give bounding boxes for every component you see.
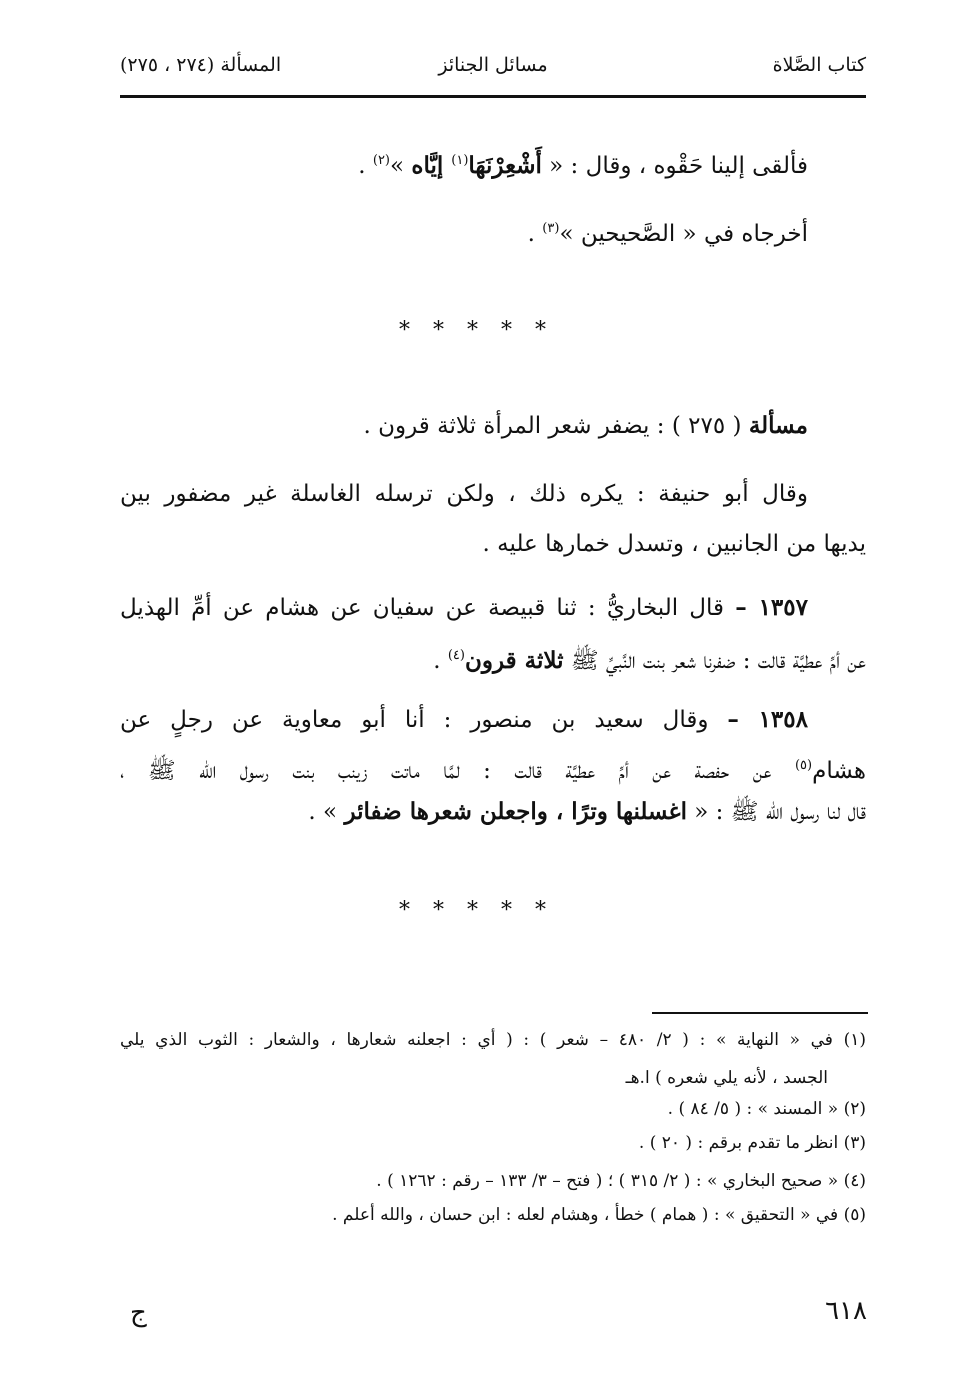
header-book-title: كتاب الصَّلاة: [772, 54, 866, 76]
issue-heading: مسألة ( ٢٧٥ ) : يضفر شعر المرأة ثلاثة قرون .: [363, 412, 808, 439]
running-header: [120, 50, 866, 90]
section-separator: * * * * *: [399, 318, 554, 343]
text-line: يديها من الجانبين ، وتسدل خمارها عليه .: [482, 531, 866, 557]
page-number: ٦١٨: [825, 1296, 867, 1326]
footnote-ref: (٣): [542, 221, 560, 236]
footnote-ref: (٥): [794, 758, 813, 773]
footnote-2: (٢) « المسند » : ( ٥/ ٨٤ ) .: [667, 1099, 866, 1119]
signature-mark: ج: [130, 1298, 147, 1328]
text-line: أخرجاه في « الصَّحيحين »$^{(٣)}$ .: [527, 221, 808, 247]
hadith-1357: ١٣٥٧ – قال البخاريُّ : ثنا قبيصة عن سفيان عن هشام عن أمِّ الهذيل: [120, 594, 808, 621]
text-line: وقال أبو حنيفة : يكره ذلك ، ولكن ترسله الغاسلة غير مضفور بين: [120, 481, 808, 507]
footnote-ref: (٢): [372, 153, 390, 168]
text-line: عن أمِّ عطيَّة قالت : ضفرنا شعر بنت النَّبيِّ ﷺ ثلاثة قرون$^{(٤)}$ .: [433, 647, 866, 674]
issue-label: مسألة: [748, 412, 808, 439]
footnote-1-cont: الجسد ، لأنه يلي شعره ) ا.هـ: [625, 1068, 828, 1088]
text-line: فألقى إلينا حَقْوه ، وقال : « أَشْعِرْنَهَا$^{(١)}$ إيَّاه »$^{(٢)}$ .: [358, 152, 808, 179]
footnote-ref: (٤): [447, 648, 465, 663]
text-line: قال لنا رسول الله ﷺ : « اغسلنها وترًا ، واجعلن شعرها ضفائر » .: [308, 798, 866, 825]
section-separator: * * * * *: [399, 898, 554, 923]
footnote-4: (٤) « صحيح البخاري » : ( ٢/ ٣١٥ ) ؛ ( فتح – ٣/ ١٣٣ – رقم : ١٢٦٢ ) .: [376, 1171, 866, 1191]
header-chapter-title: مسائل الجنائز: [438, 54, 548, 76]
header-divider: [120, 95, 866, 98]
hadith-number: ١٣٥٧ –: [735, 594, 808, 621]
footnote-5: (٥) في « التحقيق » : ( همام ) خطأ ، وهشام لعله : ابن حسان ، والله أعلم .: [332, 1205, 866, 1225]
footnote-divider: [652, 1012, 868, 1014]
hadith-number: ١٣٥٨ –: [727, 706, 808, 733]
header-issue-ref: المسألة (٢٧٤ ، ٢٧٥): [120, 54, 282, 76]
footnote-1: (١) في « النهاية » : ( ٢/ ٤٨٠ – شعر ) : ( أي : اجعلنه شعارها ، والشعار : الثوب الذي يلي: [120, 1030, 866, 1050]
hadith-1358: ١٣٥٨ – وقال سعيد بن منصور : أنا أبو معاوية عن رجلٍ عن: [120, 706, 808, 733]
footnote-3: (٣) انظر ما تقدم برقم : ( ٢٠ ) .: [638, 1133, 866, 1153]
footnote-ref: (١): [451, 153, 469, 168]
text-line: هشام$^{(٥)}$ عن حفصة عن أمِّ عطيَّة قالت : لمَّا ماتت زينب بنت رسول الله ﷺ ،: [120, 758, 866, 784]
